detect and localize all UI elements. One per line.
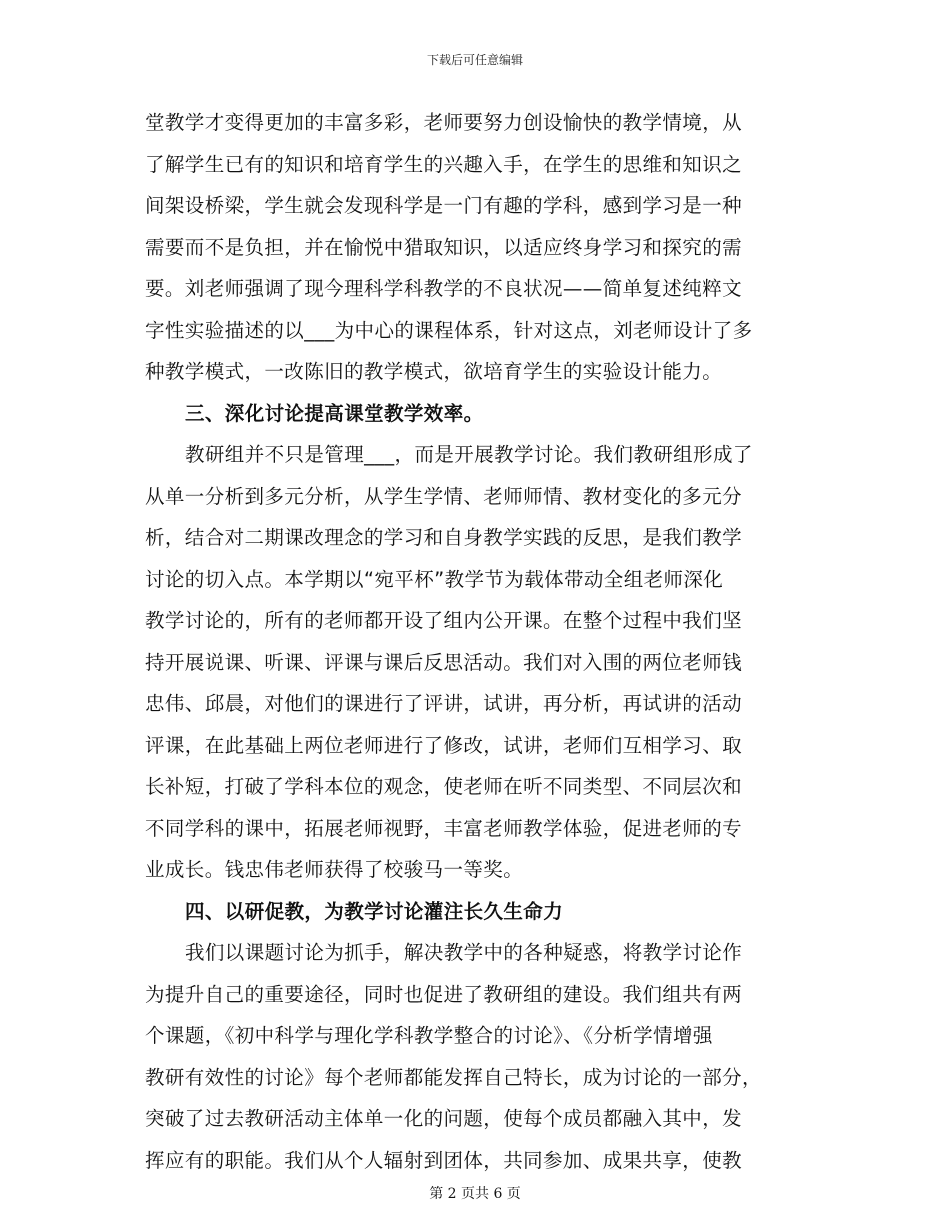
paragraph-line: 要。刘老师强调了现今理科学科教学的不良状况——简单复述纯粹文 (145, 277, 743, 300)
section-heading-4: 四、以研促教，为教学讨论灌注长久生命力 (185, 899, 564, 923)
paragraph-line: 字性实验描述的以___为中心的课程体系，针对这点，刘老师设计了多 (145, 318, 753, 342)
paragraph-line: 从单一分析到多元分析，从学生学情、老师师情、教材变化的多元分 (145, 484, 743, 508)
paragraph-line: 析，结合对二期课改理念的学习和自身教学实践的反思，是我们教学 (145, 526, 743, 549)
section-heading-3: 三、深化讨论提高课堂教学效率。 (185, 401, 484, 425)
paragraph-line: 忠伟、邱晨，对他们的课进行了评讲，试讲，再分析，再试讲的活动 (145, 692, 743, 715)
paragraph-line: 种教学模式，一改陈旧的教学模式，欲培育学生的实验设计能力。 (145, 360, 723, 383)
paragraph-line: 教研组并不只是管理___，而是开展教学讨论。我们教研组形成了 (185, 443, 753, 466)
paragraph-line: 挥应有的职能。我们从个人辐射到团体，共同参加、成果共享，使教 (145, 1148, 743, 1172)
paragraph-line: 评课，在此基础上两位老师进行了修改，试讲，老师们互相学习、取 (145, 733, 743, 757)
page-header: 下载后可任意编辑 (426, 53, 523, 67)
paragraph-line: 了解学生已有的知识和培育学生的兴趣入手，在学生的思维和知识之 (145, 152, 743, 176)
page-footer: 第 2 页共 6 页 (429, 1186, 521, 1202)
paragraph-line: 业成长。钱忠伟老师获得了校骏马一等奖。 (145, 858, 524, 881)
paragraph-line: 讨论的切入点。本学期以“宛平杯”教学节为载体带动全组老师深化 (145, 567, 724, 591)
paragraph-line: 为提升自己的重要途径，同时也促进了教研组的建设。我们组共有两 (145, 982, 743, 1006)
paragraph-line: 需要而不是负担，并在愉悦中猎取知识，以适应终身学习和探究的需 (145, 235, 743, 259)
paragraph-line: 教学讨论的，所有的老师都开设了组内公开课。在整个过程中我们坚 (145, 609, 743, 632)
paragraph-line: 长补短，打破了学科本位的观念，使老师在听不同类型、不同层次和 (145, 775, 743, 798)
paragraph-line: 我们以课题讨论为抓手，解决教学中的各种疑惑，将教学讨论作 (185, 941, 743, 964)
paragraph-line: 教研有效性的讨论》每个老师都能发挥自己特长，成为讨论的一部分， (145, 1065, 762, 1089)
paragraph-line: 持开展说课、听课、评课与课后反思活动。我们对入围的两位老师钱 (145, 650, 743, 674)
paragraph-line: 间架设桥梁，学生就会发现科学是一门有趣的学科，感到学习是一种 (145, 194, 743, 217)
paragraph-line: 不同学科的课中，拓展老师视野，丰富老师教学体验，促进老师的专 (145, 816, 743, 840)
paragraph-line: 个课题，《初中科学与理化学科教学整合的讨论》、《分析学情增强 (145, 1024, 713, 1047)
paragraph-line: 突破了过去教研活动主体单一化的问题，使每个成员都融入其中，发 (145, 1107, 743, 1130)
document-body (145, 102, 805, 1181)
paragraph-line: 堂教学才变得更加的丰富多彩，老师要努力创设愉快的教学情境，从 (145, 111, 743, 134)
